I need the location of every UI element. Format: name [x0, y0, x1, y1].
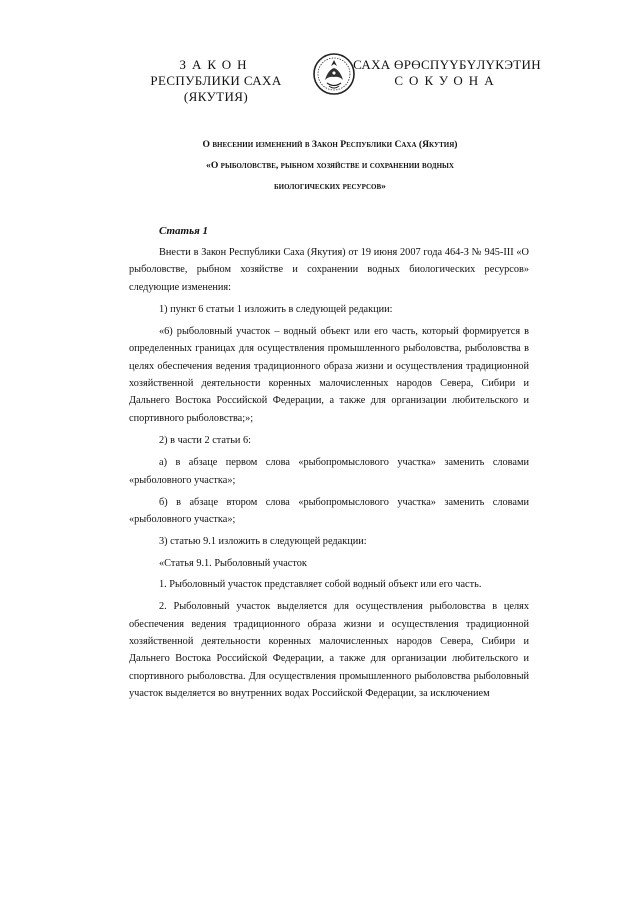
header-left — [118, 57, 314, 105]
law-title-line1: О внесении изменений в Закон Республики Саха (Якутия) — [202, 139, 458, 150]
header-left-line1: ЗАКОН — [179, 57, 253, 72]
header-right — [352, 57, 542, 89]
paragraph: б) в абзаце втором слова «рыбопромыслового участка» заменить словами «рыболовного участка»; — [129, 496, 529, 526]
document-body — [129, 244, 529, 707]
paragraph: «Статья 9.1. Рыболовный участок — [159, 557, 307, 569]
paragraph: 1) пункт 6 статьи 1 изложить в следующей редакции: — [159, 303, 393, 315]
paragraph: «6) рыболовный участок – водный объект или его часть, который формируется в определенных границах для осуществления промышленного рыболовства, рыболовства в целях обеспечения ведения традиционного образа жизни и осуществления традиционной хозяйственной деятельности коренных малочисленных народов Севера, Сибири и Дальнего Востока Российской Федерации, а также для организации любительского и спортивного рыболовства;»; — [129, 326, 529, 424]
header-left-line2: РЕСПУБЛИКИ САХА (ЯКУТИЯ) — [150, 73, 282, 104]
law-title-line3: биологических ресурсов» — [274, 181, 386, 192]
paragraph: 3) статью 9.1 изложить в следующей редакции: — [159, 536, 367, 548]
paragraph: 2. Рыболовный участок выделяется для осуществления рыболовства в целях обеспечения ведения традиционного образа жизни и осуществления традиционной хозяйственной деятельности коренных малочисленных народов Севера, Сибири и Дальнего Востока Российской Федерации, а также для организации любительского и спортивного рыболовства. Для осуществления промышленного рыболовства рыболовный участок выделяется во внутренних водах Российской Федерации, за исключением — [129, 601, 529, 699]
paragraph: 1. Рыболовный участок представляет собой водный объект или его часть. — [159, 579, 482, 591]
coat-of-arms-emblem-icon — [312, 50, 356, 98]
article-heading: Статья 1 — [159, 225, 209, 237]
paragraph: а) в абзаце первом слова «рыбопромыслового участка» заменить словами «рыболовного участка»; — [129, 457, 529, 486]
paragraph: Внести в Закон Республики Саха (Якутия) от 19 июня 2007 года 464-З № 945-III «О рыболовстве, рыбном хозяйстве и сохранении водных биологических ресурсов» следующие изменения: — [129, 247, 529, 293]
header-right-line2: СОКУОНА — [394, 73, 500, 88]
law-title-line2: «О рыболовстве, рыбном хозяйстве и сохранении водных — [206, 160, 454, 171]
paragraph: 2) в части 2 статьи 6: — [159, 434, 252, 446]
law-title — [130, 134, 530, 197]
header-right-line1: САХА ӨРӨСПҮҮБҮЛҮКЭТИН — [353, 57, 541, 72]
